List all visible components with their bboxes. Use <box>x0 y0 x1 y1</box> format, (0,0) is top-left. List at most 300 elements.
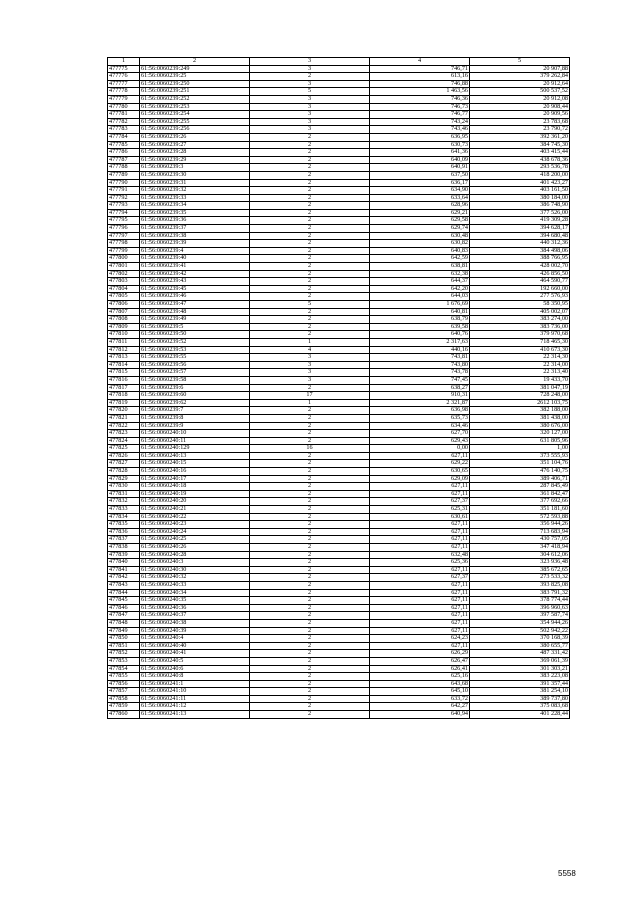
table-row <box>108 407 570 415</box>
area-cell: 640,83 <box>370 247 470 255</box>
group-cell: 2 <box>250 665 370 673</box>
group-cell: 2 <box>250 141 370 149</box>
value-cell: 397 587,74 <box>470 612 570 620</box>
cadastral-number-cell: 61:56:0060240:36 <box>140 604 250 612</box>
table-row <box>108 376 570 384</box>
area-cell: 629,22 <box>370 460 470 468</box>
value-cell: 381 438,00 <box>470 414 570 422</box>
group-cell: 2 <box>250 263 370 271</box>
table-row <box>108 536 570 544</box>
table-row <box>108 361 570 369</box>
table-row <box>108 506 570 514</box>
cadastral-number-cell: 61:56:0060241:13 <box>140 711 250 719</box>
table-row <box>108 422 570 430</box>
area-cell: 634,90 <box>370 187 470 195</box>
value-cell: 384 498,06 <box>470 247 570 255</box>
row-number-cell: 477841 <box>108 566 140 574</box>
group-cell: 2 <box>250 688 370 696</box>
row-number-cell: 477813 <box>108 354 140 362</box>
value-cell: 347 418,94 <box>470 544 570 552</box>
table-row <box>108 111 570 119</box>
group-cell: 3 <box>250 118 370 126</box>
group-cell: 2 <box>250 407 370 415</box>
cadastral-number-cell: 61:56:0060239:6 <box>140 384 250 392</box>
area-cell: 624,23 <box>370 635 470 643</box>
group-cell: 2 <box>250 194 370 202</box>
row-number-cell: 477840 <box>108 559 140 567</box>
area-cell: 629,09 <box>370 475 470 483</box>
cadastral-number-cell: 61:56:0060239:56 <box>140 361 250 369</box>
row-number-cell: 477847 <box>108 612 140 620</box>
row-number-cell: 477833 <box>108 506 140 514</box>
table-row <box>108 308 570 316</box>
table-row <box>108 673 570 681</box>
area-cell: 633,64 <box>370 194 470 202</box>
area-cell: 2 321,87 <box>370 399 470 407</box>
cadastral-number-cell: 61:56:0060240:11 <box>140 437 250 445</box>
value-cell: 304 612,06 <box>470 551 570 559</box>
area-cell: 629,21 <box>370 209 470 217</box>
cadastral-number-cell: 61:56:0060240:17 <box>140 475 250 483</box>
area-cell: 625,31 <box>370 506 470 514</box>
group-cell: 2 <box>250 521 370 529</box>
area-cell: 636,17 <box>370 179 470 187</box>
table-row <box>108 118 570 126</box>
row-number-cell: 477796 <box>108 225 140 233</box>
value-cell: 383 274,00 <box>470 316 570 324</box>
area-cell: 2 317,63 <box>370 338 470 346</box>
cadastral-number-cell: 61:56:0060239:29 <box>140 156 250 164</box>
row-number-cell: 477850 <box>108 635 140 643</box>
area-cell: 627,11 <box>370 521 470 529</box>
table-row <box>108 528 570 536</box>
value-cell: 572 593,88 <box>470 513 570 521</box>
row-number-cell: 477844 <box>108 589 140 597</box>
table-row <box>108 369 570 377</box>
row-number-cell: 477843 <box>108 581 140 589</box>
area-cell: 743,80 <box>370 361 470 369</box>
area-cell: 743,24 <box>370 118 470 126</box>
area-cell: 627,11 <box>370 619 470 627</box>
value-cell: 361 842,47 <box>470 490 570 498</box>
table-row <box>108 498 570 506</box>
area-cell: 627,37 <box>370 574 470 582</box>
table-row <box>108 460 570 468</box>
value-cell: 301 303,21 <box>470 665 570 673</box>
row-number-cell: 477777 <box>108 80 140 88</box>
table-row <box>108 225 570 233</box>
group-cell: 2 <box>250 460 370 468</box>
cadastral-number-cell: 61:56:0060239:30 <box>140 171 250 179</box>
table-header <box>108 58 570 66</box>
group-cell: 2 <box>250 202 370 210</box>
cadastral-number-cell: 61:56:0060239:39 <box>140 240 250 248</box>
value-cell: 23 790,72 <box>470 126 570 134</box>
row-number-cell: 477851 <box>108 642 140 650</box>
table-row <box>108 597 570 605</box>
value-cell: 20 908,44 <box>470 103 570 111</box>
table-row <box>108 657 570 665</box>
group-cell: 2 <box>250 619 370 627</box>
table-row <box>108 323 570 331</box>
area-cell: 627,11 <box>370 452 470 460</box>
cadastral-number-cell: 61:56:0060239:4 <box>140 247 250 255</box>
cadastral-number-cell: 61:56:0060240:22 <box>140 513 250 521</box>
row-number-cell: 477780 <box>108 103 140 111</box>
area-cell: 636,95 <box>370 133 470 141</box>
value-cell: 383 223,08 <box>470 673 570 681</box>
value-cell: 385 672,65 <box>470 566 570 574</box>
value-cell: 728 248,00 <box>470 392 570 400</box>
cadastral-number-cell: 61:56:0060239:254 <box>140 111 250 119</box>
cadastral-number-cell: 61:56:0060240:5 <box>140 657 250 665</box>
cadastral-number-cell: 61:56:0060240:8 <box>140 673 250 681</box>
value-cell: 379 970,68 <box>470 331 570 339</box>
cadastral-number-cell: 61:56:0060239:253 <box>140 103 250 111</box>
value-cell: 20 912,08 <box>470 95 570 103</box>
row-number-cell: 477798 <box>108 240 140 248</box>
value-cell: 2612 103,75 <box>470 399 570 407</box>
area-cell: 627,11 <box>370 566 470 574</box>
table-row <box>108 65 570 73</box>
group-cell: 2 <box>250 187 370 195</box>
row-number-cell: 477793 <box>108 202 140 210</box>
value-cell: 192 660,00 <box>470 285 570 293</box>
value-cell: 369 061,39 <box>470 657 570 665</box>
cadastral-number-cell: 61:56:0060239:49 <box>140 316 250 324</box>
group-cell: 2 <box>250 574 370 582</box>
cadastral-number-cell: 61:56:0060240:4 <box>140 635 250 643</box>
area-cell: 1 676,69 <box>370 301 470 309</box>
area-cell: 638,79 <box>370 316 470 324</box>
row-number-cell: 477839 <box>108 551 140 559</box>
table-row <box>108 665 570 673</box>
group-cell: 3 <box>250 354 370 362</box>
value-cell: 384 745,30 <box>470 141 570 149</box>
cadastral-number-cell: 61:56:0060240:34 <box>140 589 250 597</box>
value-cell: 401 423,27 <box>470 179 570 187</box>
table-row <box>108 247 570 255</box>
area-cell: 633,72 <box>370 695 470 703</box>
value-cell: 293 536,78 <box>470 164 570 172</box>
cadastral-number-cell: 61:56:0060240:23 <box>140 521 250 529</box>
value-cell: 381 047,19 <box>470 384 570 392</box>
group-cell: 2 <box>250 240 370 248</box>
value-cell: 1,00 <box>470 445 570 453</box>
table-row <box>108 187 570 195</box>
cadastral-number-cell: 61:56:0060239:50 <box>140 331 250 339</box>
area-cell: 627,37 <box>370 498 470 506</box>
group-cell: 2 <box>250 544 370 552</box>
table-row <box>108 635 570 643</box>
header-col-5: 5 <box>470 58 570 66</box>
group-cell: 2 <box>250 133 370 141</box>
group-cell: 2 <box>250 528 370 536</box>
cadastral-number-cell: 61:56:0060239:5 <box>140 323 250 331</box>
cadastral-number-cell: 61:56:0060239:25 <box>140 73 250 81</box>
area-cell: 638,27 <box>370 384 470 392</box>
value-cell: 403 415,44 <box>470 149 570 157</box>
cadastral-number-cell: 61:56:0060239:60 <box>140 392 250 400</box>
area-cell: 630,61 <box>370 513 470 521</box>
group-cell: 2 <box>250 536 370 544</box>
value-cell: 426 856,50 <box>470 270 570 278</box>
row-number-cell: 477823 <box>108 430 140 438</box>
value-cell: 20 909,56 <box>470 111 570 119</box>
table-row <box>108 589 570 597</box>
row-number-cell: 477808 <box>108 316 140 324</box>
value-cell: 388 766,95 <box>470 255 570 263</box>
table-row <box>108 642 570 650</box>
value-cell: 383 791,32 <box>470 589 570 597</box>
area-cell: 626,29 <box>370 650 470 658</box>
cadastral-number-cell: 61:56:0060240:16 <box>140 468 250 476</box>
table-row <box>108 468 570 476</box>
area-cell: 626,47 <box>370 657 470 665</box>
table-row <box>108 483 570 491</box>
area-cell: 635,73 <box>370 414 470 422</box>
row-number-cell: 477835 <box>108 521 140 529</box>
cadastral-number-cell: 61:56:0060240:35 <box>140 597 250 605</box>
cadastral-number-cell: 61:56:0060240:32 <box>140 574 250 582</box>
cadastral-number-cell: 61:56:0060240:129 <box>140 445 250 453</box>
area-cell: 627,11 <box>370 627 470 635</box>
cadastral-number-cell: 61:56:0060240:33 <box>140 581 250 589</box>
group-cell: 5 <box>250 88 370 96</box>
value-cell: 323 936,48 <box>470 559 570 567</box>
cadastral-number-cell: 61:56:0060239:250 <box>140 80 250 88</box>
table-row <box>108 703 570 711</box>
row-number-cell: 477781 <box>108 111 140 119</box>
row-number-cell: 477846 <box>108 604 140 612</box>
table-row <box>108 126 570 134</box>
table-row <box>108 194 570 202</box>
row-number-cell: 477791 <box>108 187 140 195</box>
row-number-cell: 477836 <box>108 528 140 536</box>
group-cell: 2 <box>250 384 370 392</box>
cadastral-number-cell: 61:56:0060241:10 <box>140 688 250 696</box>
group-cell: 2 <box>250 331 370 339</box>
group-cell: 2 <box>250 650 370 658</box>
area-cell: 644,03 <box>370 293 470 301</box>
cadastral-number-cell: 61:56:0060240:28 <box>140 551 250 559</box>
table-row <box>108 263 570 271</box>
value-cell: 375 083,68 <box>470 703 570 711</box>
value-cell: 19 433,70 <box>470 376 570 384</box>
row-number-cell: 477801 <box>108 263 140 271</box>
area-cell: 628,96 <box>370 202 470 210</box>
cadastral-number-cell: 61:56:0060240:39 <box>140 627 250 635</box>
group-cell: 1 <box>250 399 370 407</box>
table-row <box>108 354 570 362</box>
group-cell: 2 <box>250 490 370 498</box>
table-row <box>108 73 570 81</box>
group-cell: 2 <box>250 171 370 179</box>
group-cell: 3 <box>250 369 370 377</box>
cadastral-number-cell: 61:56:0060239:62 <box>140 399 250 407</box>
table-row <box>108 156 570 164</box>
area-cell: 640,81 <box>370 308 470 316</box>
area-cell: 627,11 <box>370 536 470 544</box>
table-row <box>108 316 570 324</box>
area-cell: 1 463,56 <box>370 88 470 96</box>
row-number-cell: 477838 <box>108 544 140 552</box>
group-cell: 16 <box>250 445 370 453</box>
value-cell: 356 944,26 <box>470 521 570 529</box>
value-cell: 23 783,68 <box>470 118 570 126</box>
group-cell: 2 <box>250 627 370 635</box>
row-number-cell: 477856 <box>108 680 140 688</box>
value-cell: 373 555,93 <box>470 452 570 460</box>
table-row <box>108 392 570 400</box>
value-cell: 438 678,36 <box>470 156 570 164</box>
area-cell: 642,59 <box>370 255 470 263</box>
row-number-cell: 477854 <box>108 665 140 673</box>
area-cell: 642,20 <box>370 285 470 293</box>
value-cell: 393 825,08 <box>470 581 570 589</box>
area-cell: 627,11 <box>370 604 470 612</box>
table-row <box>108 255 570 263</box>
table-row <box>108 141 570 149</box>
area-cell: 627,11 <box>370 642 470 650</box>
value-cell: 405 002,07 <box>470 308 570 316</box>
area-cell: 632,38 <box>370 270 470 278</box>
value-cell: 430 757,05 <box>470 536 570 544</box>
group-cell: 2 <box>250 513 370 521</box>
group-cell: 2 <box>250 657 370 665</box>
value-cell: 351 181,60 <box>470 506 570 514</box>
cadastral-number-cell: 61:56:0060239:9 <box>140 422 250 430</box>
row-number-cell: 477779 <box>108 95 140 103</box>
area-cell: 746,36 <box>370 95 470 103</box>
cadastral-number-cell: 61:56:0060239:37 <box>140 225 250 233</box>
table-row <box>108 544 570 552</box>
row-number-cell: 477842 <box>108 574 140 582</box>
cadastral-number-cell: 61:56:0060240:41 <box>140 650 250 658</box>
value-cell: 718 465,30 <box>470 338 570 346</box>
value-cell: 22 314,30 <box>470 354 570 362</box>
group-cell: 2 <box>250 323 370 331</box>
row-number-cell: 477855 <box>108 673 140 681</box>
cadastral-number-cell: 61:56:0060240:25 <box>140 536 250 544</box>
group-cell: 2 <box>250 506 370 514</box>
area-cell: 644,37 <box>370 278 470 286</box>
table-row <box>108 619 570 627</box>
value-cell: 391 357,44 <box>470 680 570 688</box>
table-row <box>108 521 570 529</box>
header-col-4: 4 <box>370 58 470 66</box>
table-row <box>108 452 570 460</box>
area-cell: 627,70 <box>370 430 470 438</box>
group-cell: 2 <box>250 247 370 255</box>
group-cell: 2 <box>250 209 370 217</box>
row-number-cell: 477811 <box>108 338 140 346</box>
row-number-cell: 477848 <box>108 619 140 627</box>
cadastral-value-table <box>107 57 570 719</box>
table-row <box>108 88 570 96</box>
row-number-cell: 477860 <box>108 711 140 719</box>
value-cell: 440 312,36 <box>470 240 570 248</box>
table-row <box>108 574 570 582</box>
group-cell: 2 <box>250 293 370 301</box>
row-number-cell: 477826 <box>108 452 140 460</box>
row-number-cell: 477787 <box>108 156 140 164</box>
group-cell: 2 <box>250 597 370 605</box>
cadastral-number-cell: 61:56:0060239:35 <box>140 209 250 217</box>
cadastral-number-cell: 61:56:0060240:10 <box>140 430 250 438</box>
header-col-2: 2 <box>140 58 250 66</box>
row-number-cell: 477803 <box>108 278 140 286</box>
cadastral-number-cell: 61:56:0060240:18 <box>140 483 250 491</box>
table-row <box>108 384 570 392</box>
value-cell: 22 313,40 <box>470 369 570 377</box>
row-number-cell: 477822 <box>108 422 140 430</box>
header-row <box>108 58 570 66</box>
value-cell: 410 673,30 <box>470 346 570 354</box>
group-cell: 17 <box>250 392 370 400</box>
table-row <box>108 293 570 301</box>
table-row <box>108 301 570 309</box>
area-cell: 629,58 <box>370 217 470 225</box>
value-cell: 382 188,00 <box>470 407 570 415</box>
value-cell: 713 683,94 <box>470 528 570 536</box>
cadastral-number-cell: 61:56:0060241:11 <box>140 695 250 703</box>
area-cell: 746,77 <box>370 111 470 119</box>
row-number-cell: 477817 <box>108 384 140 392</box>
cadastral-number-cell: 61:56:0060239:28 <box>140 149 250 157</box>
group-cell: 2 <box>250 589 370 597</box>
value-cell: 396 960,63 <box>470 604 570 612</box>
table-row <box>108 149 570 157</box>
table-row <box>108 581 570 589</box>
cadastral-number-cell: 61:56:0060239:251 <box>140 88 250 96</box>
row-number-cell: 477827 <box>108 460 140 468</box>
row-number-cell: 477858 <box>108 695 140 703</box>
row-number-cell: 477825 <box>108 445 140 453</box>
area-cell: 645,10 <box>370 688 470 696</box>
row-number-cell: 477797 <box>108 232 140 240</box>
group-cell: 2 <box>250 642 370 650</box>
table-row <box>108 179 570 187</box>
cadastral-number-cell: 61:56:0060239:53 <box>140 346 250 354</box>
cadastral-number-cell: 61:56:0060239:27 <box>140 141 250 149</box>
cadastral-number-cell: 61:56:0060239:252 <box>140 95 250 103</box>
row-number-cell: 477805 <box>108 293 140 301</box>
area-cell: 627,11 <box>370 612 470 620</box>
value-cell: 377 692,66 <box>470 498 570 506</box>
area-cell: 627,11 <box>370 597 470 605</box>
group-cell: 3 <box>250 65 370 73</box>
row-number-cell: 477849 <box>108 627 140 635</box>
cadastral-number-cell: 61:56:0060240:40 <box>140 642 250 650</box>
area-cell: 625,16 <box>370 673 470 681</box>
row-number-cell: 477789 <box>108 171 140 179</box>
row-number-cell: 477809 <box>108 323 140 331</box>
value-cell: 380 655,77 <box>470 642 570 650</box>
cadastral-number-cell: 61:56:0060239:33 <box>140 194 250 202</box>
value-cell: 502 942,22 <box>470 627 570 635</box>
area-cell: 639,58 <box>370 323 470 331</box>
cadastral-number-cell: 61:56:0060239:58 <box>140 376 250 384</box>
group-cell: 3 <box>250 111 370 119</box>
row-number-cell: 477783 <box>108 126 140 134</box>
table-row <box>108 278 570 286</box>
cadastral-number-cell: 61:56:0060239:40 <box>140 255 250 263</box>
cadastral-number-cell: 61:56:0060239:41 <box>140 263 250 271</box>
group-cell: 2 <box>250 673 370 681</box>
cadastral-number-cell: 61:56:0060239:45 <box>140 285 250 293</box>
cadastral-number-cell: 61:56:0060239:255 <box>140 118 250 126</box>
